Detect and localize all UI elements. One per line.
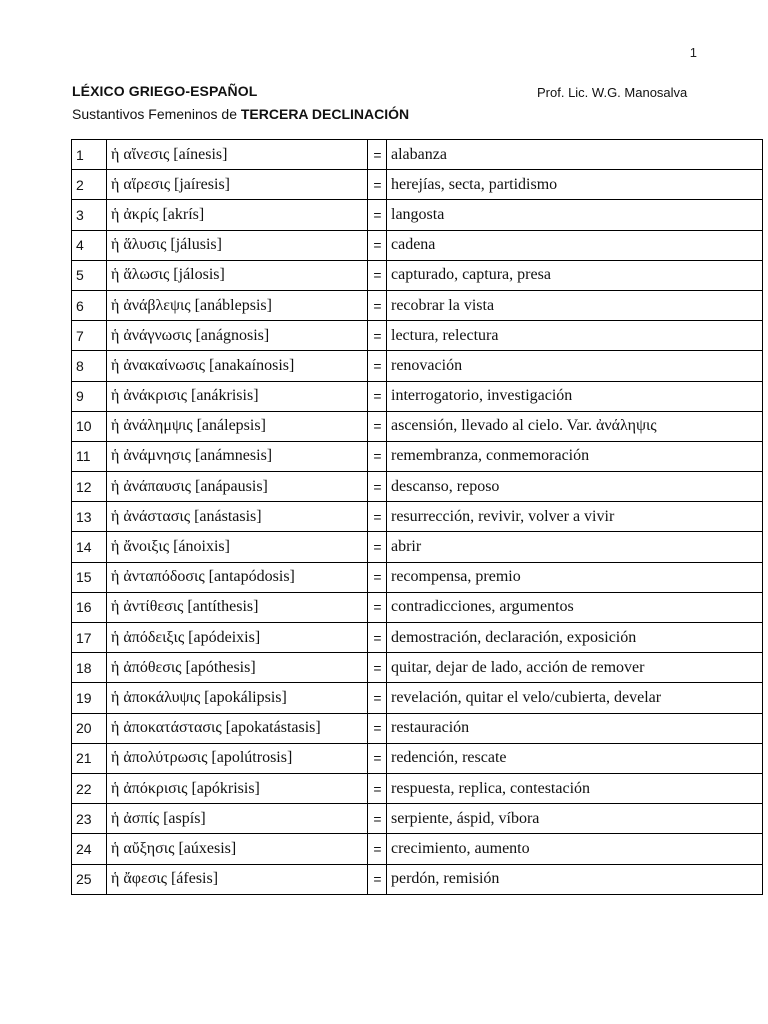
entry-number: 15 <box>72 562 107 592</box>
spanish-meaning: capturado, captura, presa <box>387 260 763 290</box>
greek-term: ἡ ἀνάμνησις [anámnesis] <box>107 441 368 471</box>
spanish-meaning: crecimiento, aumento <box>387 834 763 864</box>
entry-number: 9 <box>72 381 107 411</box>
spanish-meaning: contradicciones, argumentos <box>387 592 763 622</box>
entry-number: 5 <box>72 260 107 290</box>
equals-sign: = <box>368 804 387 834</box>
entry-number: 10 <box>72 411 107 441</box>
page-number: 1 <box>689 45 697 60</box>
spanish-meaning: herejías, secta, partidismo <box>387 170 763 200</box>
equals-sign: = <box>368 683 387 713</box>
entry-number: 7 <box>72 321 107 351</box>
entry-number: 22 <box>72 773 107 803</box>
equals-sign: = <box>368 441 387 471</box>
spanish-meaning: remembranza, conmemoración <box>387 441 763 471</box>
table-row <box>72 713 763 743</box>
author-credit: Prof. Lic. W.G. Manosalva <box>537 85 688 100</box>
table-row <box>72 321 763 351</box>
equals-sign: = <box>368 411 387 441</box>
entry-number: 2 <box>72 170 107 200</box>
entry-number: 13 <box>72 502 107 532</box>
equals-sign: = <box>368 864 387 894</box>
entry-number: 20 <box>72 713 107 743</box>
spanish-meaning: resurrección, revivir, volver a vivir <box>387 502 763 532</box>
document-title: LÉXICO GRIEGO-ESPAÑOL <box>72 83 258 99</box>
greek-term: ἡ ἀπόδειξις [apódeixis] <box>107 623 368 653</box>
greek-term: ἡ ἀσπίς [aspís] <box>107 804 368 834</box>
table-row <box>72 683 763 713</box>
table-row <box>72 472 763 502</box>
spanish-meaning: redención, rescate <box>387 743 763 773</box>
table-row <box>72 230 763 260</box>
lexicon-table-body <box>72 140 763 895</box>
greek-term: ἡ ἀπόκρισις [apókrisis] <box>107 773 368 803</box>
equals-sign: = <box>368 472 387 502</box>
spanish-meaning: langosta <box>387 200 763 230</box>
spanish-meaning: recobrar la vista <box>387 290 763 320</box>
spanish-meaning: demostración, declaración, exposición <box>387 623 763 653</box>
table-row <box>72 441 763 471</box>
entry-number: 14 <box>72 532 107 562</box>
entry-number: 25 <box>72 864 107 894</box>
subtitle-emphasis: TERCERA DECLINACIÓN <box>240 106 410 122</box>
table-row <box>72 773 763 803</box>
table-row <box>72 592 763 622</box>
spanish-meaning: quitar, dejar de lado, acción de remover <box>387 653 763 683</box>
greek-term: ἡ ἀκρίς [akrís] <box>107 200 368 230</box>
table-row <box>72 351 763 381</box>
subtitle-prefix: Sustantivos Femeninos de <box>72 106 241 122</box>
greek-term: ἡ ἀνάβλεψις [anáblepsis] <box>107 290 368 320</box>
entry-number: 19 <box>72 683 107 713</box>
spanish-meaning: renovación <box>387 351 763 381</box>
equals-sign: = <box>368 653 387 683</box>
greek-term: ἡ ἀντίθεσις [antíthesis] <box>107 592 368 622</box>
table-row <box>72 864 763 894</box>
spanish-meaning: revelación, quitar el velo/cubierta, develar <box>387 683 763 713</box>
greek-term: ἡ ἄνοιξις [ánoixis] <box>107 532 368 562</box>
equals-sign: = <box>368 502 387 532</box>
equals-sign: = <box>368 773 387 803</box>
equals-sign: = <box>368 170 387 200</box>
equals-sign: = <box>368 381 387 411</box>
table-row <box>72 200 763 230</box>
entry-number: 18 <box>72 653 107 683</box>
spanish-meaning: perdón, remisión <box>387 864 763 894</box>
table-row <box>72 140 763 170</box>
entry-number: 1 <box>72 140 107 170</box>
greek-term: ἡ αὔξησις [aúxesis] <box>107 834 368 864</box>
equals-sign: = <box>368 200 387 230</box>
greek-term: ἡ ἀνάστασις [anástasis] <box>107 502 368 532</box>
table-row <box>72 411 763 441</box>
table-row <box>72 623 763 653</box>
entry-number: 23 <box>72 804 107 834</box>
entry-number: 11 <box>72 441 107 471</box>
entry-number: 24 <box>72 834 107 864</box>
equals-sign: = <box>368 713 387 743</box>
entry-number: 16 <box>72 592 107 622</box>
greek-term: ἡ ἀνάπαυσις [anápausis] <box>107 472 368 502</box>
equals-sign: = <box>368 834 387 864</box>
greek-term: ἡ ἅλυσις [jálusis] <box>107 230 368 260</box>
table-row <box>72 260 763 290</box>
greek-term: ἡ ἀπολύτρωσις [apolútrosis] <box>107 743 368 773</box>
table-row <box>72 562 763 592</box>
equals-sign: = <box>368 351 387 381</box>
greek-term: ἡ ἀνάλημψις [análepsis] <box>107 411 368 441</box>
lexicon-table <box>71 139 763 895</box>
equals-sign: = <box>368 743 387 773</box>
entry-number: 12 <box>72 472 107 502</box>
spanish-meaning: lectura, relectura <box>387 321 763 351</box>
entry-number: 21 <box>72 743 107 773</box>
spanish-meaning: serpiente, áspid, víbora <box>387 804 763 834</box>
greek-term: ἡ ἀνακαίνωσις [anakaínosis] <box>107 351 368 381</box>
greek-term: ἡ αἵρεσις [jaíresis] <box>107 170 368 200</box>
greek-term: ἡ ἀνάκρισις [anákrisis] <box>107 381 368 411</box>
equals-sign: = <box>368 321 387 351</box>
entry-number: 8 <box>72 351 107 381</box>
table-row <box>72 170 763 200</box>
greek-term: ἡ ἀπόθεσις [apóthesis] <box>107 653 368 683</box>
spanish-meaning: recompensa, premio <box>387 562 763 592</box>
table-row <box>72 653 763 683</box>
document-subtitle <box>72 106 409 122</box>
greek-term: ἡ ἀνάγνωσις [anágnosis] <box>107 321 368 351</box>
equals-sign: = <box>368 532 387 562</box>
table-row <box>72 804 763 834</box>
greek-term: ἡ αἴνεσις [aínesis] <box>107 140 368 170</box>
spanish-meaning: respuesta, replica, contestación <box>387 773 763 803</box>
equals-sign: = <box>368 140 387 170</box>
spanish-meaning: restauración <box>387 713 763 743</box>
greek-term: ἡ ἀνταπόδοσις [antapódosis] <box>107 562 368 592</box>
spanish-meaning: ascensión, llevado al cielo. Var. ἀνάληψις <box>387 411 763 441</box>
table-row <box>72 834 763 864</box>
greek-term: ἡ ἅλωσις [jálosis] <box>107 260 368 290</box>
entry-number: 6 <box>72 290 107 320</box>
table-row <box>72 743 763 773</box>
greek-term: ἡ ἄφεσις [áfesis] <box>107 864 368 894</box>
entry-number: 17 <box>72 623 107 653</box>
spanish-meaning: cadena <box>387 230 763 260</box>
table-row <box>72 290 763 320</box>
spanish-meaning: alabanza <box>387 140 763 170</box>
entry-number: 4 <box>72 230 107 260</box>
equals-sign: = <box>368 230 387 260</box>
greek-term: ἡ ἀποκάλυψις [apokálipsis] <box>107 683 368 713</box>
equals-sign: = <box>368 592 387 622</box>
equals-sign: = <box>368 290 387 320</box>
entry-number: 3 <box>72 200 107 230</box>
table-row <box>72 502 763 532</box>
table-row <box>72 381 763 411</box>
equals-sign: = <box>368 562 387 592</box>
equals-sign: = <box>368 623 387 653</box>
spanish-meaning: abrir <box>387 532 763 562</box>
equals-sign: = <box>368 260 387 290</box>
greek-term: ἡ ἀποκατάστασις [apokatástasis] <box>107 713 368 743</box>
spanish-meaning: descanso, reposo <box>387 472 763 502</box>
spanish-meaning: interrogatorio, investigación <box>387 381 763 411</box>
table-row <box>72 532 763 562</box>
